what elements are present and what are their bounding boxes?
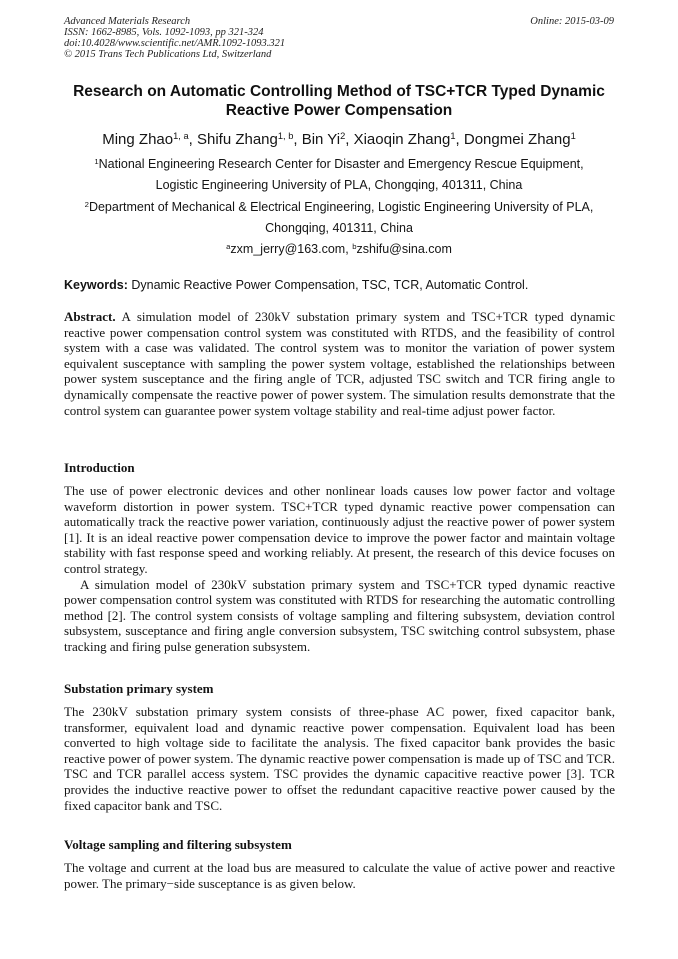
abstract-label: Abstract. — [64, 309, 116, 324]
email-b: zshifu@sina.com — [356, 242, 452, 256]
email-a: zxm_jerry@163.com — [230, 242, 346, 256]
author: Shifu Zhang$^{1, b}$, — [196, 130, 302, 148]
online-date: Online: 2015-03-09 — [530, 16, 614, 27]
doi-line: doi:10.4028/www.scientific.net/AMR.1092-1093.321 — [64, 38, 286, 49]
abstract-text: A simulation model of 230kV substation primary system and TSC+TCR typed dynamic reactive power compensation control system was constituted with RTDS, and the feasibility of control system with a case was validated. The control system was to monitor the variation of power system equivalent susceptance with sampling the power system voltage, established the relationships between power system susceptance and the firing angle of TCR, adjusted TSC switch and TCR firing angle to dynamically compensate the reactive power of power system. The simulation results demonstrate that the control system can guarantee power system voltage stability and real-time adjust power factor. — [64, 309, 615, 418]
author-emails: $^a$zxm_jerry@163.com, $^b$zshifu@sina.com — [226, 241, 452, 256]
keywords-label: Keywords: — [64, 278, 128, 292]
keywords-text: Dynamic Reactive Power Compensation, TSC, TCR, Automatic Control. — [127, 278, 529, 292]
substation-body — [64, 704, 615, 813]
author: Dongmei Zhang$^1$ — [463, 130, 576, 148]
introduction-body — [64, 483, 615, 655]
section-heading-introduction: Introduction — [64, 460, 135, 475]
section-heading-voltage-sampling: Voltage sampling and filtering subsystem — [64, 837, 292, 852]
affiliation-1-line-1: $^1$National Engineering Research Center for Disaster and Emergency Rescue Equipment, — [94, 156, 584, 171]
author-list — [30, 131, 648, 149]
paragraph: A simulation model of 230kV substation primary system and TSC+TCR typed dynamic reactive power compensation control system was constituted with RTDS for researching the automatic controlling method [2]. The control system consists of voltage sampling and filtering subsystem, deviation control subsystem, susceptance and firing angle conversion subsystem, TSC switching control subsystem, phase tracking and firing pulse generation subsystem. — [64, 576, 615, 654]
paragraph: The use of power electronic devices and other nonlinear loads causes low power factor and voltage waveform distortion in power system. TSC+TCR typed dynamic reactive power compensation can automatically track the reactive power variation, continuously adjust the reactive power of power system [1]. It is an ideal reactive power compensation device to improve the power factor and maintain voltage stability with fast response speed and working reliably. At present, the research of this device focuses on control strategy. — [64, 483, 615, 576]
copyright-line: © 2015 Trans Tech Publications Ltd, Switzerland — [64, 49, 272, 60]
paragraph: The voltage and current at the load bus are measured to calculate the value of active power and reactive power. The primary−side susceptance is as given below. — [64, 860, 615, 891]
author: Bin Yi$^2$, — [301, 130, 354, 148]
affiliation-1-line-2: Logistic Engineering University of PLA, Chongqing, 401311, China — [155, 178, 523, 192]
author: Xiaoqin Zhang$^1$, — [353, 130, 464, 148]
affiliation-2-line-2: Chongqing, 401311, China — [265, 221, 413, 235]
affiliation-2-line-1: $^2$Department of Mechanical & Electrical Engineering, Logistic Engineering University of PLA, — [84, 199, 594, 214]
issn-line: ISSN: 1662-8985, Vols. 1092-1093, pp 321-324 — [64, 27, 264, 38]
journal-name: Advanced Materials Research — [64, 16, 191, 27]
keywords — [64, 278, 620, 293]
paragraph: The 230kV substation primary system consists of three-phase AC power, fixed capacitor bank, transformer, equivalent load and dynamic reactive power compensation. Equivalent load has been converted to high voltage side to facilitate the analysis. The fixed capacitor bank provides the basic reactive power of power system. The dynamic reactive power compensation is made up of TSC and TCR. TSC and TCR parallel access system. TSC provides the dynamic capacitive reactive power [3]. TCR provides the inductive reactive power to offset the redundant capacitive reactive power caused by the fixed capacitor bank and TSC. — [64, 704, 615, 813]
abstract — [64, 309, 615, 418]
section-heading-substation: Substation primary system — [64, 681, 214, 696]
author: Ming Zhao$^{1, a}$, — [102, 130, 197, 148]
paper-title: Research on Automatic Controlling Method of TSC+TCR Typed Dynamic Reactive Power Compensation — [73, 83, 605, 119]
voltage-sampling-body — [64, 860, 615, 891]
